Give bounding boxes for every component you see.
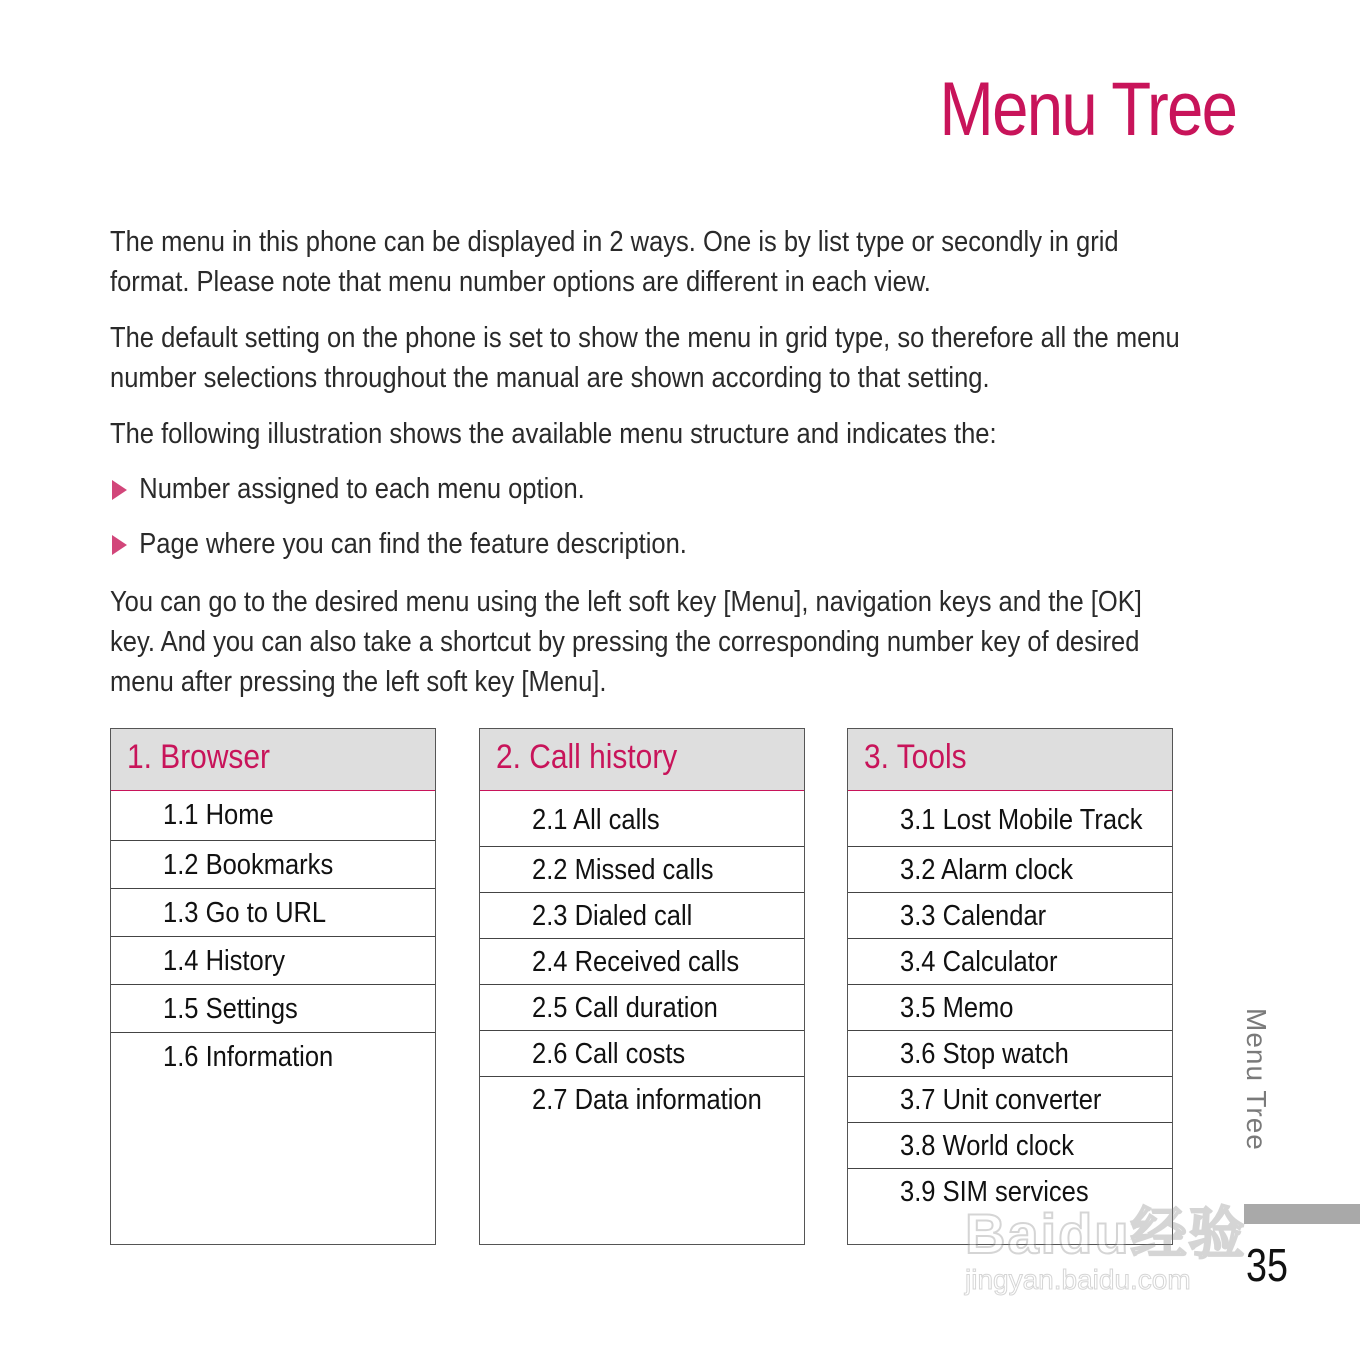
page-number-bar xyxy=(1244,1204,1360,1224)
page-number: 35 xyxy=(1246,1239,1288,1291)
menu-header-tools: 3. Tools xyxy=(848,729,1172,791)
menu-item: 2.5 Call duration xyxy=(480,985,804,1031)
menu-item: 3.8 World clock xyxy=(848,1123,1172,1169)
menu-box-call-history xyxy=(479,728,805,1245)
menu-item: 1.2 Bookmarks xyxy=(111,841,435,889)
menu-item: 3.4 Calculator xyxy=(848,939,1172,985)
menu-item: 2.2 Missed calls xyxy=(480,847,804,893)
menu-item: 2.6 Call costs xyxy=(480,1031,804,1077)
watermark-main-text: Baidu经验 xyxy=(965,1202,1247,1265)
menu-item: 2.7 Data information xyxy=(532,1084,762,1116)
menu-item: 3.2 Alarm clock xyxy=(848,847,1172,893)
menu-item: 3.3 Calendar xyxy=(848,893,1172,939)
watermark-sub-text: jingyan.baidu.com xyxy=(965,1264,1191,1295)
intro-paragraph-2: The default setting on the phone is set to show the menu in grid type, so therefore all the menu number selections throughout the manual are shown according to that setting. xyxy=(110,322,1180,394)
page-title: Menu Tree xyxy=(939,67,1236,152)
menu-item: 1.4 History xyxy=(111,937,435,985)
menu-item: 3.5 Memo xyxy=(848,985,1172,1031)
menu-header-call-history: 2. Call history xyxy=(480,729,804,791)
bullet-text: Page where you can find the feature description. xyxy=(139,528,687,560)
menu-item: 1.5 Settings xyxy=(111,985,435,1033)
menu-item: 1.1 Home xyxy=(111,791,435,841)
bullet-text: Number assigned to each menu option. xyxy=(139,473,585,505)
menu-item: 3.9 SIM services xyxy=(900,1176,1089,1208)
menu-item: 1.3 Go to URL xyxy=(111,889,435,937)
menu-item: 3.6 Stop watch xyxy=(848,1031,1172,1077)
bullet-item xyxy=(112,469,585,509)
menu-box-browser xyxy=(110,728,436,1245)
menu-item: 3.7 Unit converter xyxy=(848,1077,1172,1123)
menu-item: 3.1 Lost Mobile Track xyxy=(848,791,1172,847)
menu-item: 1.6 Information xyxy=(163,1041,334,1073)
menu-item: 2.3 Dialed call xyxy=(480,893,804,939)
menu-box-tools xyxy=(847,728,1173,1245)
menu-item: 2.1 All calls xyxy=(480,791,804,847)
intro-paragraph-4: You can go to the desired menu using the left soft key [Menu], navigation keys and the [OK] key. And you can also take a shortcut by pressing the corresponding number key of desired menu after pressing the left soft key [Menu]. xyxy=(110,586,1142,698)
intro-paragraph-3: The following illustration shows the available menu structure and indicates the: xyxy=(110,418,997,450)
side-section-label: Menu Tree xyxy=(1241,1008,1272,1151)
menu-header-browser: 1. Browser xyxy=(111,729,435,791)
bullet-arrow-icon xyxy=(112,480,127,500)
menu-item: 2.4 Received calls xyxy=(480,939,804,985)
intro-paragraph-1: The menu in this phone can be displayed in 2 ways. One is by list type or secondly in grid format. Please note that menu number options are different in each view. xyxy=(110,226,1119,298)
bullet-item xyxy=(112,524,687,564)
bullet-arrow-icon xyxy=(112,535,127,555)
